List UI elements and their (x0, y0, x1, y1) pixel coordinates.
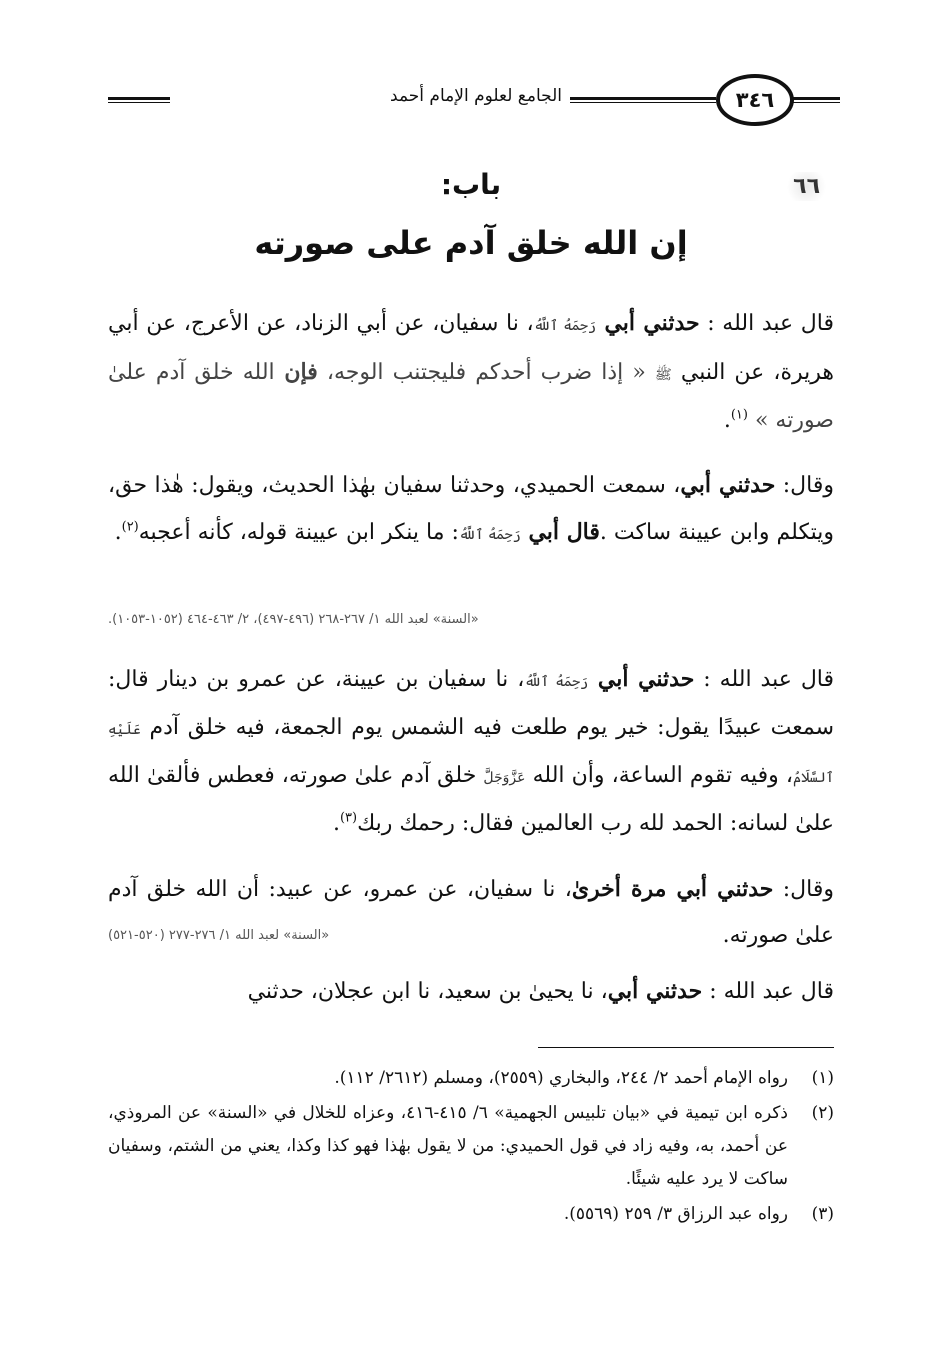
footnote-number: (٢) (811, 1103, 834, 1123)
azza-wajal-icon: عَزَّوَجَلَّ (483, 770, 526, 786)
narrator-bold: حدثني أبي مرة أخرىٰ (571, 876, 774, 902)
footnote-number: (١) (811, 1068, 834, 1088)
paragraph-text: ، نا سفيان، عن عمرو، عن عبيد: أن الله خلق آدم علىٰ صورته. (108, 877, 834, 948)
running-header (100, 70, 840, 130)
paragraph-text: ، سمعت الحميدي، وحدثنا سفيان بهٰذا الحديث، ويقول: هٰذا حق، ويتكلم وابن عيينة ساكت . (108, 473, 834, 545)
paragraph (108, 462, 834, 558)
hadith-bold: فإن (274, 359, 318, 385)
salla-icon: ﷺ (654, 367, 672, 383)
header-rule (108, 97, 170, 103)
chapter-title: إن الله خلق آدم على صورته (254, 224, 688, 262)
running-title: الجامع لعلوم الإمام أحمد (390, 86, 562, 106)
paragraph-lead: وقال: (775, 473, 835, 498)
rahimahullah-icon: رَحِمَهُ ٱللَّهُ (533, 318, 597, 334)
alayhi-salam-icon: عَلَيْهِ ٱلسَّلَامُ (108, 722, 834, 786)
header-rule (570, 97, 716, 103)
source-citation: «السنة» لعبد الله ١/ ٢٧٦-٢٧٧ (٥٢٠-٥٢١) (108, 928, 330, 943)
paragraph-text: خلق آدم علىٰ صورته، فعطس فألقىٰ الله علىٰ لسانه: الحمد لله رب العالمين فقال: رحمك ربك (108, 763, 834, 836)
paragraph (108, 866, 834, 959)
narrator-bold: حدثني أبي (588, 666, 695, 692)
hadith-text: « إذا ضرب أحدكم فليجتنب الوجه، (317, 360, 655, 385)
narrator-bold: حدثني أبي (607, 978, 703, 1004)
footnote-ref: (٢) (121, 519, 139, 535)
paragraph-text: ، نا سفيان بن عيينة، عن عمرو بن دينار قال: سمعت عبيدًا يقول: خير يوم طلعت فيه الشمس يوم الجمعة، فيه خلق آدم (108, 667, 834, 740)
footnote-ref: (١) (730, 407, 748, 423)
paragraph-lead: قال عبد الله : (699, 311, 835, 336)
paragraph (108, 656, 834, 847)
footnote (108, 1097, 834, 1196)
paragraph-lead: قال عبد الله : (702, 979, 834, 1004)
chapter-number: ٦٦ (787, 172, 826, 201)
narrator-bold: حدثني أبي (596, 310, 700, 336)
footnote (108, 1062, 834, 1095)
paragraph-lead: قال عبد الله : (694, 667, 835, 692)
paragraph-end: . (114, 520, 122, 545)
source-citation: «السنة» لعبد الله ١/ ٢٦٧-٢٦٨ (٤٩٦-٤٩٧)، ٢/ ٤٦٣-٤٦٤ (١٠٥٢-١٠٥٣). (108, 612, 479, 627)
paragraph (108, 300, 834, 444)
rahimahullah-icon: رَحِمَهُ ٱللَّهُ (524, 674, 589, 690)
footnote-ref: (٣) (339, 810, 358, 826)
footnote-number: (٣) (811, 1204, 834, 1224)
footnotes (108, 1062, 834, 1233)
paragraph-text: ، نا يحيىٰ بن سعيد، نا ابن عجلان، حدثني (247, 979, 608, 1004)
narrator-bold: حدثني أبي (680, 472, 776, 498)
footnote-text: رواه الإمام أحمد ٢/ ٢٤٤، والبخاري (٢٥٥٩)، ومسلم (٢٦١٢/ ١١٢). (334, 1068, 788, 1088)
rahimahullah-icon: رَحِمَهُ ٱللَّهُ (458, 527, 521, 543)
page-number: ٣٤٦ (716, 74, 794, 126)
footnote-text: رواه عبد الرزاق ٣/ ٢٥٩ (٥٥٦٩). (563, 1204, 788, 1224)
chapter-label: باب: (440, 168, 502, 201)
narrator-bold: قال أبي (520, 519, 600, 545)
paragraph-end: . (723, 408, 731, 433)
paragraph-end: . (332, 811, 340, 836)
footnote-divider (538, 1047, 834, 1048)
paragraph-text: : ما ينكر ابن عيينة قوله، كأنه أعجبه (138, 520, 459, 545)
paragraph-text: ، نا سفيان، عن أبي الزناد، عن الأعرج، عن أبي هريرة، عن النبي (108, 311, 834, 385)
hadith-text: الله خلق آدم علىٰ صورته » (108, 360, 834, 433)
paragraph (108, 968, 834, 1015)
paragraph-text: ، وفيه تقوم الساعة، وأن الله (525, 763, 793, 788)
footnote-text: ذكره ابن تيمية في «بيان تلبيس الجهمية» ٦/ ٤١٥-٤١٦، وعزاه للخلال في «السنة» عن المروذي، عن أحمد، به، وفيه زاد في قول الحميدي: من لا يقول بهٰذا فهو كذا وكذا، يعني من الشتم، وسفيان ساكت لا يرد عليه شيئًا. (108, 1103, 789, 1189)
footnote (108, 1198, 834, 1231)
paragraph-lead: وقال: (773, 877, 834, 902)
header-rule (792, 97, 840, 103)
